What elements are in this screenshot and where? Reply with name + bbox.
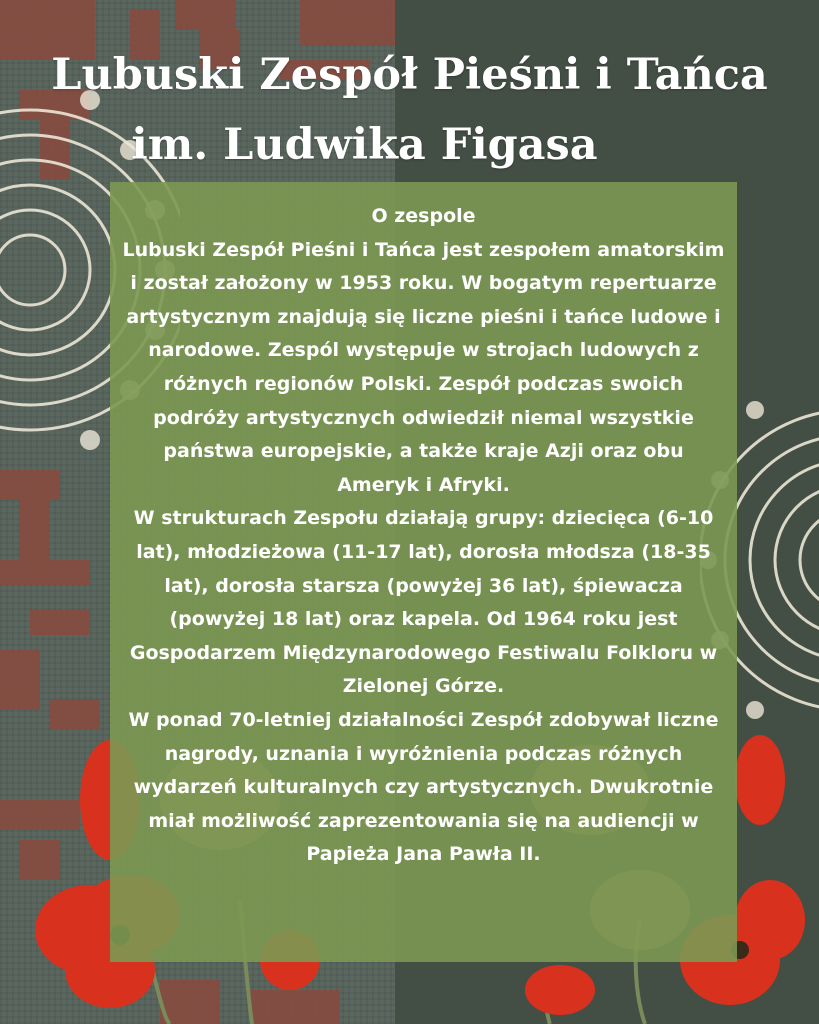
about-text — [110, 200, 737, 872]
poster-title — [0, 40, 819, 180]
paragraph-groups: W strukturach Zespołu działają grupy: dziecięca (6-10 lat), młodzieżowa (11-17 lat), dorosła młodsza (18-35 lat), dorosła starsza (powyżej 36 lat), śpiewacza (powyżej 18 lat) oraz kapela. Od 1964 roku jest Gospodarzem Międzynarodowego Festiwalu Folkloru w Zielonej Górze. — [129, 507, 718, 698]
title-line-1: Lubuski Zespół Pieśni i Tańca — [51, 50, 768, 100]
section-heading: O zespole — [371, 205, 476, 227]
paragraph-history: Lubuski Zespół Pieśni i Tańca jest zespołem amatorskim i został założony w 1953 roku. W bogatym repertuarze artystycznym znajdują się liczne pieśni i tańce ludowe i narodowe. Zespól występuje w strojach ludowych z różnych regionów Polski. Zespół podczas swoich podróży artystycznych odwiedził niemal wszystkie państwa europejskie, a także kraje Azji oraz obu Ameryk i Afryki. — [122, 238, 725, 496]
title-line-2: im. Ludwika Figasa — [131, 120, 598, 170]
paragraph-awards: W ponad 70-letniej działalności Zespół zdobywał liczne nagrody, uznania i wyróżnienia podczas różnych wydarzeń kulturalnych czy artystycznych. Dwukrotnie miał możliwość zaprezentowania się na audiencji w Papieża Jana Pawła II. — [128, 708, 719, 866]
